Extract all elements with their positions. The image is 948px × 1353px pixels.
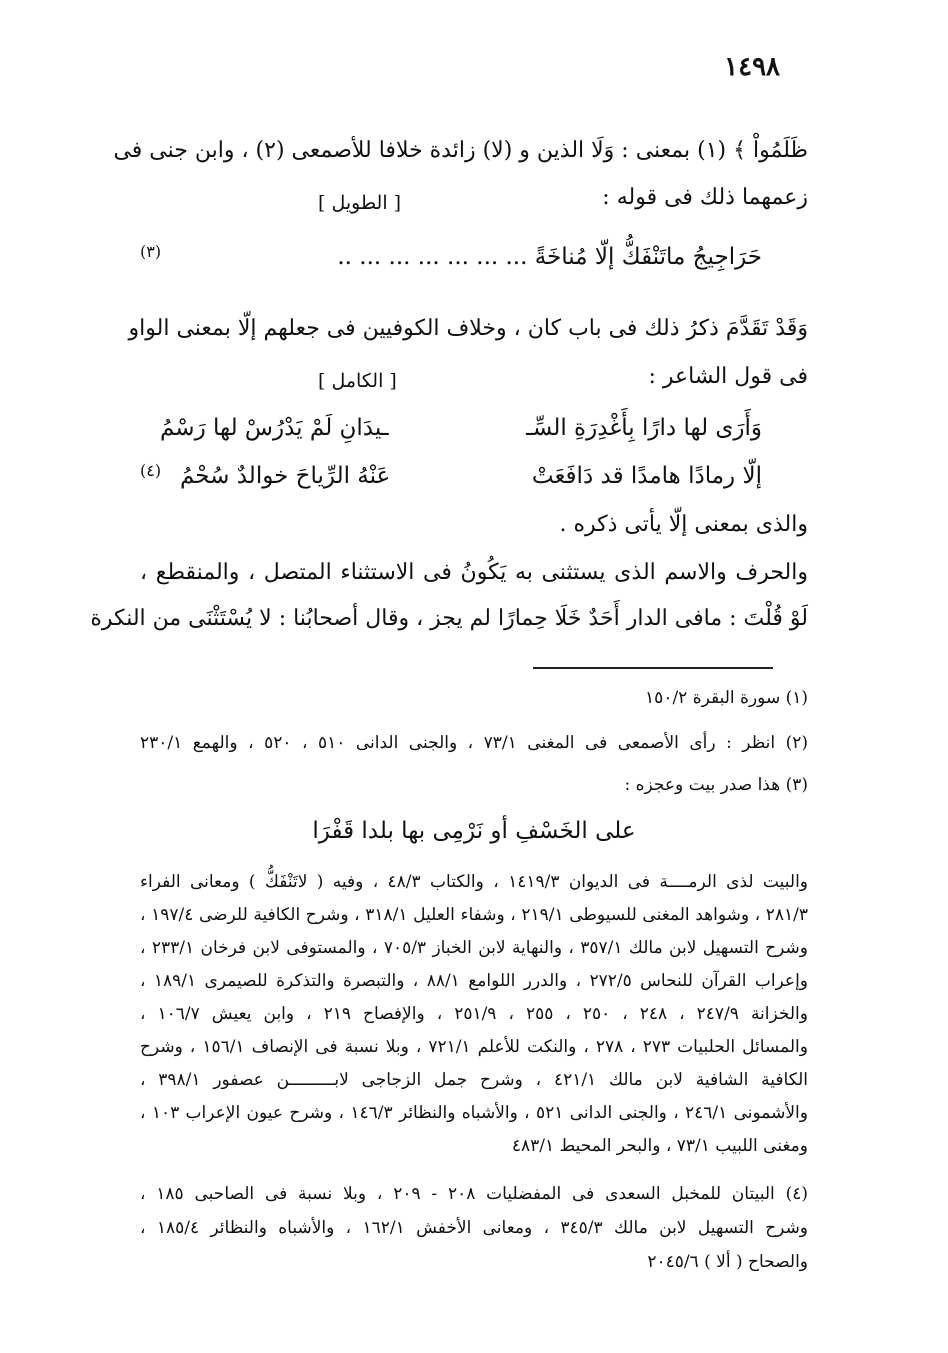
footnote-2: (٢) انظر : رأى الأصمعى فى المغنى ٧٣/١ ، والجنى الدانى ٥١٠ ، ٥٢٠ ، والهمع ٢٣٠/١ bbox=[140, 733, 808, 753]
text-line-5: والذى بمعنى إلّا يأتى ذكره . bbox=[559, 512, 808, 537]
footnote-3-line-7: الكافية الشافية لابن مالك ٤٢١/١ ، وشرح جمل الزجاجى لابـــــــــن عصفور ٣٩٨/١ ، bbox=[140, 1070, 808, 1090]
verse-2b-first-hemistich: إلّا رمادًا هامدًا قد دَافَعَتْ bbox=[531, 463, 762, 489]
footnote-3-line-6: والمسائل الحلبيات ٢٧٣ ، ٢٧٨ ، والنكت للأعلم ٧٢١/١ ، وبلا نسبة فى الإنصاف ١٥٦/١ ، وشرح bbox=[140, 1037, 808, 1057]
footnote-3-line-3: وشرح التسهيل لابن مالك ٣٥٧/١ ، والنهاية لابن الخباز ٧٠٥/٣ ، والمستوفى لابن فرخان ٢٣٣/١ ، bbox=[140, 938, 809, 958]
footnote-1: (١) سورة البقرة ١٥٠/٢ bbox=[645, 688, 808, 708]
footnote-4-line-3: والصحاح ( ألا ) ٢٠٤٥/٦ bbox=[647, 1252, 808, 1272]
verse-2a-first-hemistich: وَأَرَى لها دارًا بِأَغْدِرَةِ السِّـ bbox=[526, 415, 762, 441]
footnote-3-line-2: ٢٨١/٣ ، وشواهد المغنى للسيوطى ٢١٩/١ ، وشفاء العليل ٣١٨/١ ، وشرح الكافية للرضى ١٩٧/٤ ، bbox=[140, 905, 809, 925]
meter-label-kamil: [ الكامل ] bbox=[318, 370, 397, 392]
footnote-3-line-5: والخزانة ٢٤٧/٩ ، ٢٤٨ ، ٢٥٠ ، ٢٥٥ ، ٢٥١/٩ ، والإفصاح ٢١٩ ، وابن يعيش ١٠٦/٧ ، bbox=[140, 1004, 808, 1024]
footnote-4-line-2: وشرح التسهيل لابن مالك ٣٤٥/٣ ، ومعانى الأخفش ١٦٢/١ ، والأشباه والنظائر ١٨٥/٤ ، bbox=[140, 1218, 809, 1238]
page-number: ١٤٩٨ bbox=[724, 52, 780, 82]
verse-2-footnote-ref: (٤) bbox=[140, 461, 162, 480]
text-line-4: فى قول الشاعر : bbox=[648, 364, 808, 389]
text-line-7: لَوْ قُلْتَ : مافى الدار أَحَدٌ خَلَا حِمارًا لم يجز ، وقال أصحابُنا : لا يُسْتَثْنَى من النكرة bbox=[90, 606, 808, 631]
footnote-divider bbox=[533, 667, 773, 669]
verse-2a-second-hemistich: ـيدَانِ لَمْ يَدْرُسْ لها رَسْمُ bbox=[160, 415, 389, 441]
verse-1-footnote-ref: (٣) bbox=[140, 242, 162, 261]
footnote-4-line-1: (٤) البيتان للمخبل السعدى فى المفضليات ٢٠٨ - ٢٠٩ ، وبلا نسبة فى الصاحبى ١٨٥ ، bbox=[140, 1184, 808, 1204]
text-line-2: زعمهما ذلك فى قوله : bbox=[602, 185, 808, 210]
footnote-3-line-8: والأشمونى ٢٤٦/١ ، والجنى الدانى ٥٢١ ، والأشباه والنظائر ١٤٦/٣ ، وشرح عيون الإعراب ١٠٣ ، bbox=[140, 1103, 808, 1123]
text-line-1: ظَلَمُواْ ﴾ (١) بمعنى : وَلَا الذين و (لا) زائدة خلافا للأصمعى (٢) ، وابن جنى فى bbox=[113, 138, 808, 163]
footnote-3-line-1: والبيت لذى الرمــــة فى الديوان ١٤١٩/٣ ، والكتاب ٤٨/٣ ، وفيه ( لاتَنْفَكُّ ) ومعانى الفراء bbox=[140, 872, 809, 892]
footnote-3-verse: على الخَسْفِ أو نَرْمِى بها بلدا قَفْرَا bbox=[312, 818, 636, 844]
meter-label-tawil: [ الطويل ] bbox=[318, 192, 402, 214]
text-line-6: والحرف والاسم الذى يستثنى به يَكُونُ فى الاستثناء المتصل ، والمنقطع ، bbox=[140, 560, 808, 585]
footnote-3: (٣) هذا صدر بيت وعجزه : bbox=[624, 775, 808, 795]
text-line-3: وَقَدْ تَقَدَّمَ ذكرُ ذلك فى باب كان ، وخلاف الكوفيين فى جعلهم إلّا بمعنى الواو bbox=[128, 316, 808, 341]
footnote-3-line-4: وإعراب القرآن للنحاس ٢٧٢/٥ ، والدرر اللوامع ٨٨/١ ، والتبصرة والتذكرة للصيمرى ١٨٩/١ ، bbox=[140, 971, 809, 991]
verse-2b-second-hemistich: عَنْهُ الرِّياحَ خوالدٌ سُحْمُ bbox=[180, 463, 391, 489]
verse-1-text: حَرَاجِيجُ ماتَنْفَكُّ إلّا مُناخَةً ... ... ... ... ... ... .. bbox=[337, 244, 762, 270]
footnote-3-line-9: ومغنى اللبيب ٧٣/١ ، والبحر المحيط ٤٨٣/١ bbox=[511, 1136, 808, 1156]
